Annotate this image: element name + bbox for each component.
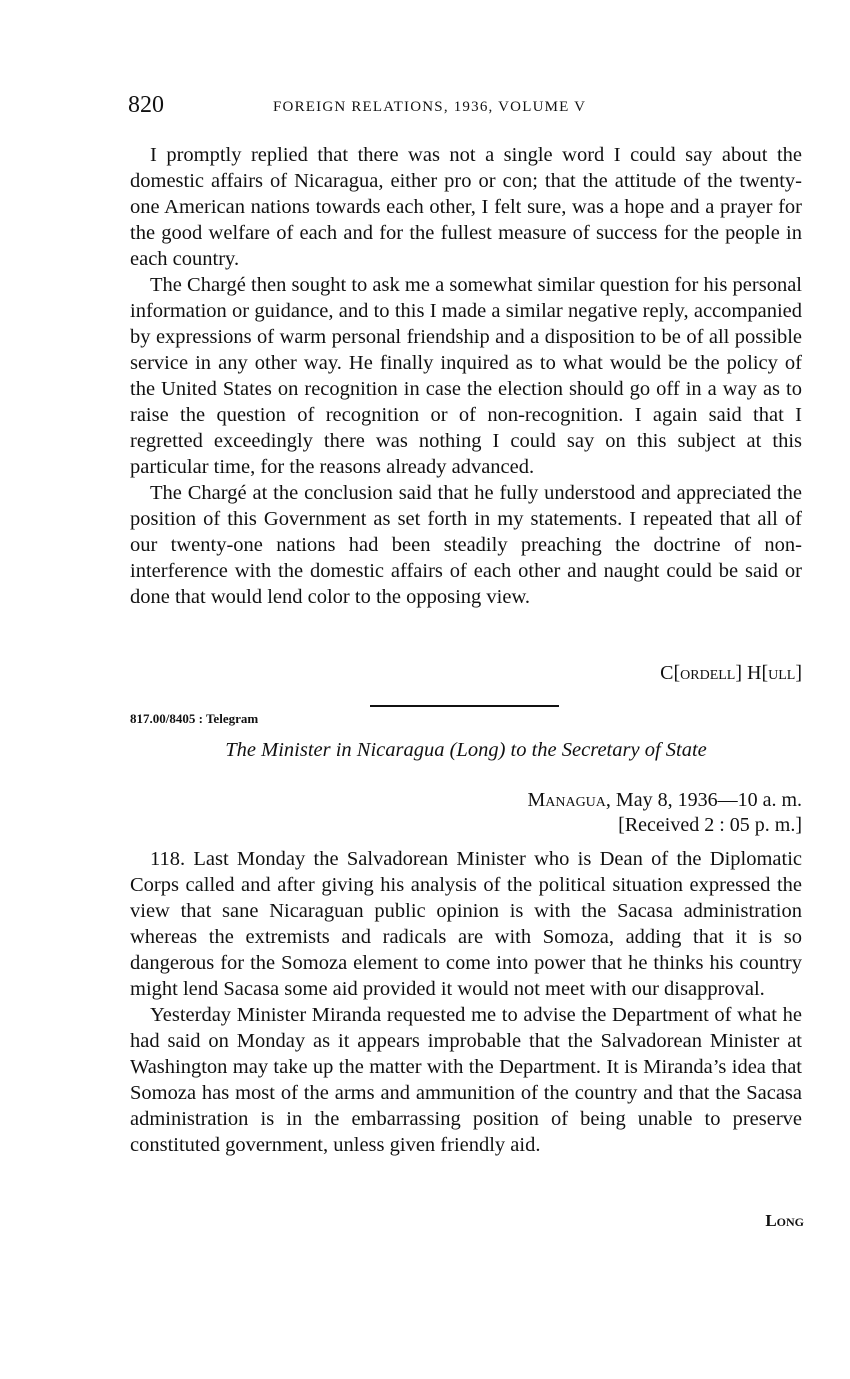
page-number: 820	[128, 92, 164, 118]
page-header	[128, 92, 808, 126]
signature: C[ordell] H[ull]	[660, 662, 802, 684]
dateline-date: , May 8, 1936—10 a. m.	[605, 789, 802, 811]
paragraph: The Chargé at the conclusion said that he fully understood and appreciated the position of this Government as set forth in my statements. I repeated that all of our twenty-one nations had been steadily preaching the doctrine of non-interference with the domestic affairs of each other and naught could be said or done that would lend color to the opposing view.	[130, 482, 802, 608]
file-reference: 817.00/8405 : Telegram	[130, 711, 259, 726]
dateline	[527, 788, 802, 838]
dateline-place: Managua	[527, 789, 606, 811]
letter-body	[130, 142, 802, 610]
dateline-received: [Received 2 : 05 p. m.]	[618, 814, 802, 836]
document-title: The Minister in Nicaragua (Long) to the Secretary of State	[225, 739, 707, 761]
paragraph: The Chargé then sought to ask me a somewhat similar question for his personal information or guidance, and to this I made a similar negative reply, accompanied by expressions of warm personal friendship and a disposition to be of all possible service in any other way. He finally inquired as to what would be the policy of the United States on recognition in case the election should go off in a way as to raise the question of recognition or of non-recognition. I again said that I regretted exceedingly there was nothing I could say on this subject at this particular time, for the reasons already advanced.	[130, 274, 802, 478]
paragraph: 118. Last Monday the Salvadorean Minister who is Dean of the Diplomatic Corps called and after giving his analysis of the political situation expressed the view that sane Nicaraguan public opinion is with the Sacasa administration whereas the extremists and radicals are with Somoza, adding that it is so dangerous for the Somoza element to come into power that he thinks his country might lend Sacasa some aid provided it would not meet with our disapproval.	[130, 848, 802, 1000]
running-head: FOREIGN RELATIONS, 1936, VOLUME V	[273, 99, 587, 115]
closing-signature: Long	[765, 1211, 804, 1230]
telegram-body	[130, 846, 802, 1158]
paragraph: Yesterday Minister Miranda requested me to advise the Department of what he had said on Monday as it appears improbable that the Salvadorean Minister at Washington may take up the matter with the Department. It is Miranda’s idea that Somoza has most of the arms and ammunition of the country and that the Sacasa administration is in the embarrassing position of being unable to preserve constituted government, unless given friendly aid.	[130, 1004, 802, 1156]
paragraph: I promptly replied that there was not a single word I could say about the domestic affairs of Nicaragua, either pro or con; that the attitude of the twenty-one American nations towards each other, I felt sure, was a hope and a prayer for the good welfare of each and for the fullest measure of success for the people in each country.	[130, 144, 802, 270]
dateline-sent	[527, 788, 802, 813]
section-divider	[370, 705, 559, 707]
